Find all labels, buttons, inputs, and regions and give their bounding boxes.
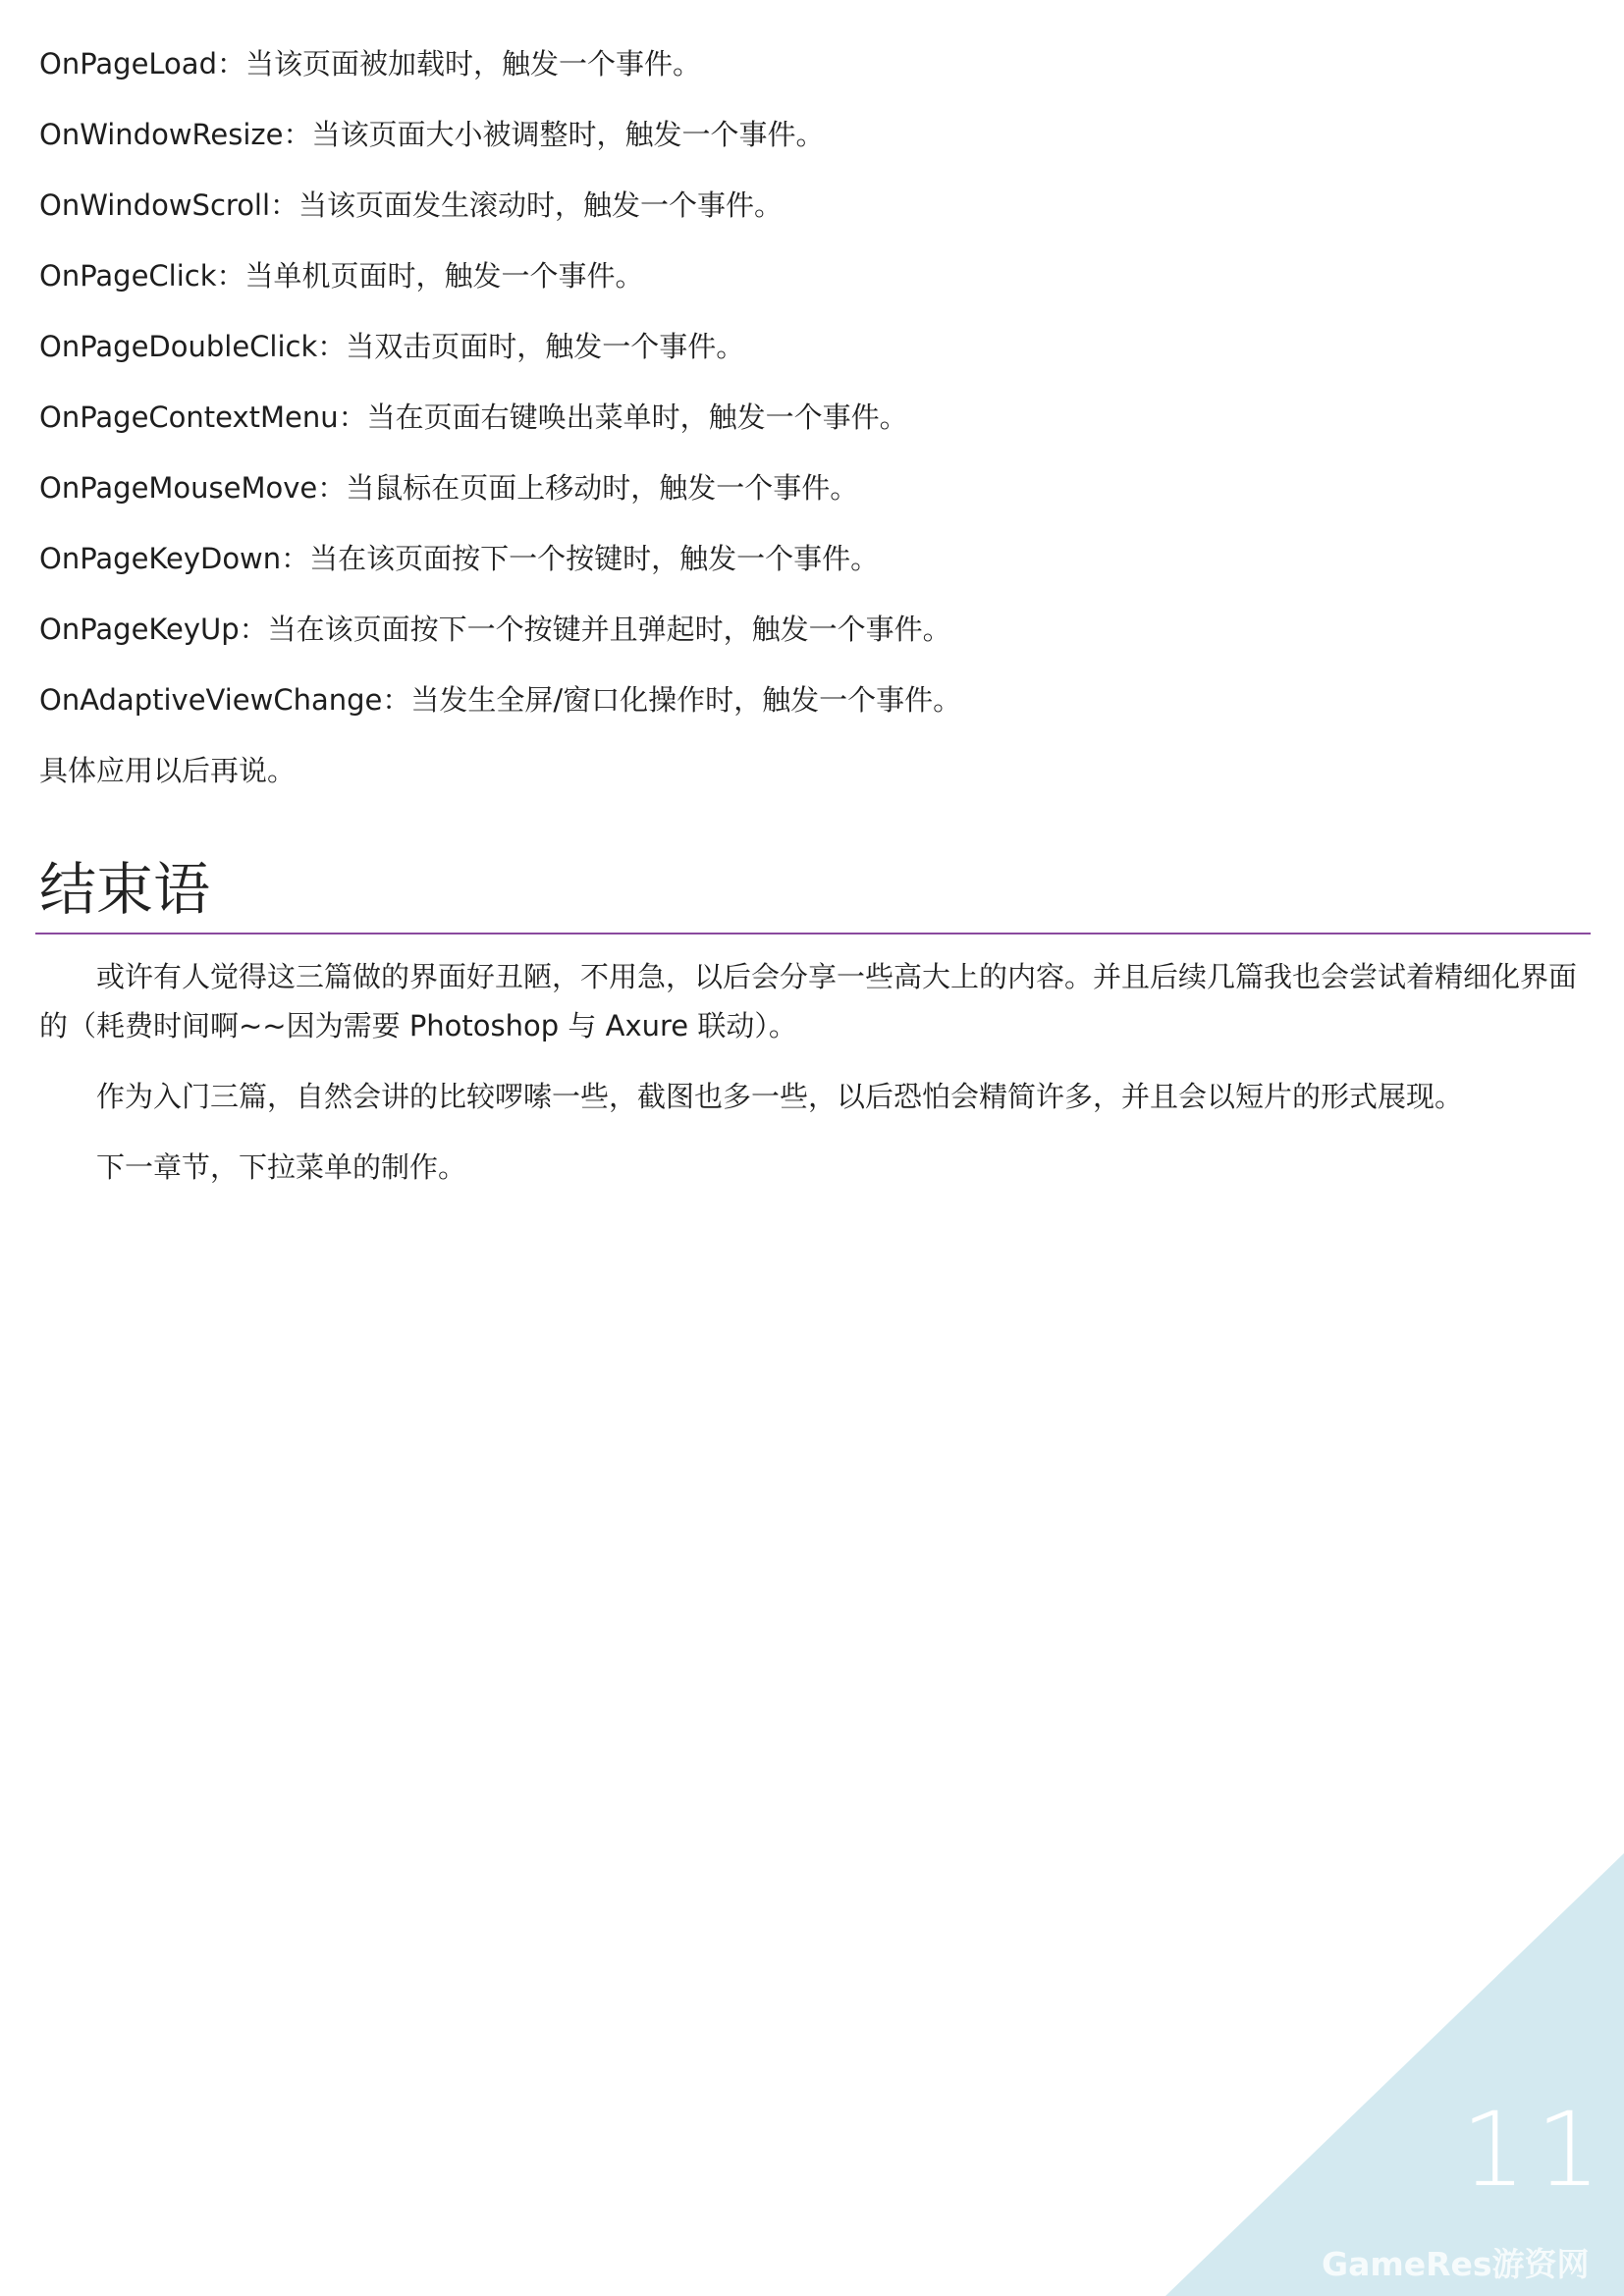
closing-paragraph-2: 作为入门三篇，自然会讲的比较啰嗦一些，截图也多一些，以后恐怕会精简许多，并且会以短片的形式展现。 [96, 1080, 1464, 1113]
event-onpagemousemove: OnPageMouseMove：当鼠标在页面上移动时，触发一个事件。 [39, 471, 859, 505]
event-onwindowscroll: OnWindowScroll：当该页面发生滚动时，触发一个事件。 [39, 188, 784, 222]
event-onpageload: OnPageLoad：当该页面被加载时，触发一个事件。 [39, 47, 701, 80]
corner-triangle-decoration [1165, 1853, 1624, 2296]
title-divider [35, 933, 1591, 934]
event-onpagekeydown: OnPageKeyDown：当在该页面按下一个按键时，触发一个事件。 [39, 542, 880, 575]
event-onpageclick: OnPageClick：当单机页面时，触发一个事件。 [39, 259, 644, 293]
closing-paragraph-1: 或许有人觉得这三篇做的界面好丑陋，不用急，以后会分享一些高大上的内容。并且后续几篇我也会尝试着精细化界面的（耗费时间啊~~因为需要 Photoshop 与 Axure 联动）。 [39, 960, 1578, 1042]
page-number: 11 [1461, 2090, 1611, 2210]
event-onpagedoubleclick: OnPageDoubleClick：当双击页面时，触发一个事件。 [39, 330, 745, 363]
event-onpagekeyup: OnPageKeyUp：当在该页面按下一个按键并且弹起时，触发一个事件。 [39, 613, 951, 646]
event-onadaptiveviewchange: OnAdaptiveViewChange：当发生全屏/窗口化操作时，触发一个事件。 [39, 683, 962, 717]
section-title: 结束语 [39, 856, 211, 923]
watermark: GameRes游资网 [1322, 2245, 1590, 2283]
event-onwindowresize: OnWindowResize：当该页面大小被调整时，触发一个事件。 [39, 118, 825, 151]
closing-paragraph-3: 下一章节，下拉菜单的制作。 [96, 1150, 467, 1184]
after-events-note: 具体应用以后再说。 [39, 754, 297, 787]
event-onpagecontextmenu: OnPageContextMenu：当在页面右键唤出菜单时，触发一个事件。 [39, 400, 908, 434]
